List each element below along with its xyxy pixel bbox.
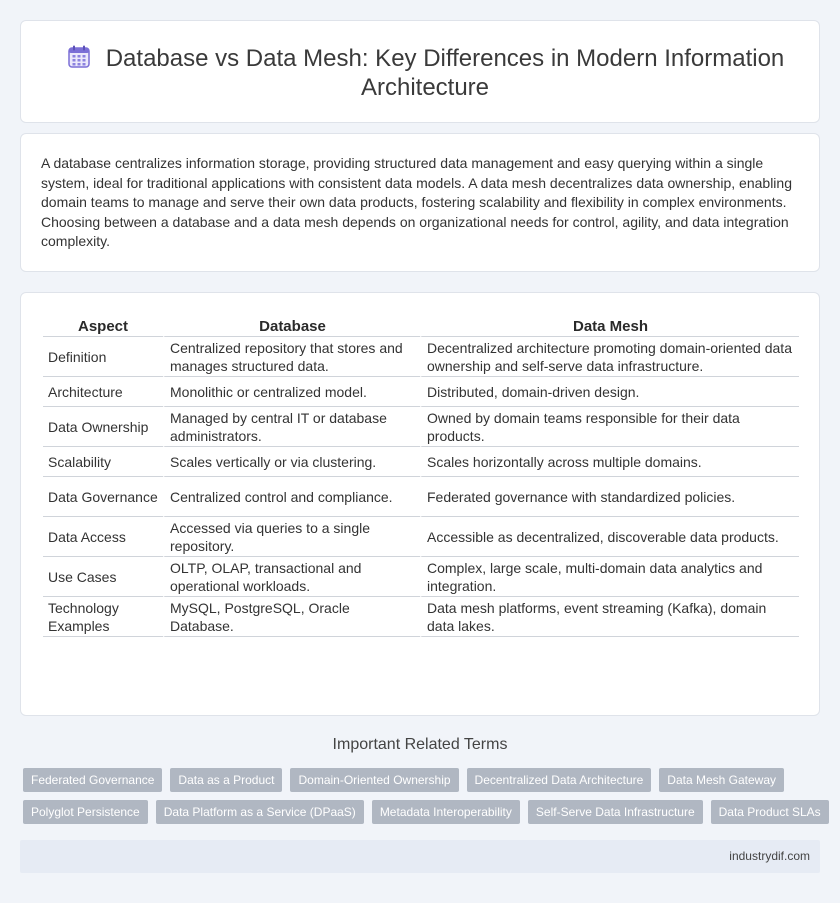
related-term-tag[interactable]: Domain-Oriented Ownership [290,768,458,792]
page-title: Database vs Data Mesh: Key Differences in Modern Information Architecture [105,45,785,101]
related-term-tag[interactable]: Self-Serve Data Infrastructure [528,800,703,824]
table-cell-aspect: Data Access [43,517,163,557]
table-cell-data-mesh: Data mesh platforms, event streaming (Kafka), domain data lakes. [420,597,799,637]
table-cell-data-mesh: Distributed, domain-driven design. [420,377,799,407]
page-title-wrap [61,44,789,102]
footer [20,840,820,873]
table-cell-database: Centralized control and compliance. [163,477,420,517]
tag-row [23,768,823,792]
table-row [43,517,799,557]
table-cell-data-mesh: Federated governance with standardized policies. [420,477,799,517]
related-term-tag[interactable]: Data Platform as a Service (DPaaS) [156,800,364,824]
comparison-table [43,315,799,637]
table-row [43,447,799,477]
related-term-tag[interactable]: Polyglot Persistence [23,800,148,824]
table-cell-database: OLTP, OLAP, transactional and operational workloads. [163,557,420,597]
table-cell-database: MySQL, PostgreSQL, Oracle Database. [163,597,420,637]
table-header-row [43,315,799,337]
table-row [43,557,799,597]
table-cell-database: Accessed via queries to a single repository. [163,517,420,557]
table-cell-aspect: Scalability [43,447,163,477]
table-cell-data-mesh: Scales horizontally across multiple domains. [420,447,799,477]
related-term-tag[interactable]: Data as a Product [170,768,282,792]
intro-card [20,133,820,272]
table-cell-database: Managed by central IT or database administrators. [163,407,420,447]
table-cell-aspect: Architecture [43,377,163,407]
related-term-tag[interactable]: Federated Governance [23,768,162,792]
intro-paragraph: A database centralizes information storage, providing structured data management and easy querying within a single system, ideal for traditional applications with consistent data models. A data mesh decentralizes data ownership, enabling domain teams to manage and serve their own data products, fostering scalability and flexibility in complex environments. Choosing between a database and a data mesh depends on organizational needs for control, agility, and data integration complexity. [41,155,792,250]
column-header-database: Database [163,315,420,337]
table-row [43,377,799,407]
comparison-table-card [20,292,820,716]
footer-site-link[interactable]: industrydif.com [729,849,810,863]
related-term-tag[interactable]: Data Product SLAs [711,800,829,824]
header-card [20,20,820,123]
related-term-tag[interactable]: Metadata Interoperability [372,800,520,824]
related-term-tag[interactable]: Decentralized Data Architecture [467,768,652,792]
table-cell-data-mesh: Owned by domain teams responsible for their data products. [420,407,799,447]
table-cell-data-mesh: Accessible as decentralized, discoverable data products. [420,517,799,557]
table-cell-data-mesh: Decentralized architecture promoting domain-oriented data ownership and self-serve data infrastructure. [420,337,799,377]
table-row [43,407,799,447]
table-row [43,337,799,377]
table-cell-database: Monolithic or centralized model. [163,377,420,407]
tag-row [23,800,823,824]
table-cell-aspect: Technology Examples [43,597,163,637]
table-cell-data-mesh: Complex, large scale, multi-domain data analytics and integration. [420,557,799,597]
table-cell-aspect: Use Cases [43,557,163,597]
related-terms-heading: Important Related Terms [332,736,508,753]
column-header-data-mesh: Data Mesh [420,315,799,337]
table-cell-aspect: Definition [43,337,163,377]
table-cell-database: Scales vertically or via clustering. [163,447,420,477]
table-row [43,477,799,517]
table-cell-database: Centralized repository that stores and manages structured data. [163,337,420,377]
table-row [43,597,799,637]
column-header-aspect: Aspect [43,315,163,337]
related-terms-tags [23,768,823,832]
calendar-grid-icon [66,44,92,70]
table-cell-aspect: Data Ownership [43,407,163,447]
related-term-tag[interactable]: Data Mesh Gateway [659,768,784,792]
table-cell-aspect: Data Governance [43,477,163,517]
